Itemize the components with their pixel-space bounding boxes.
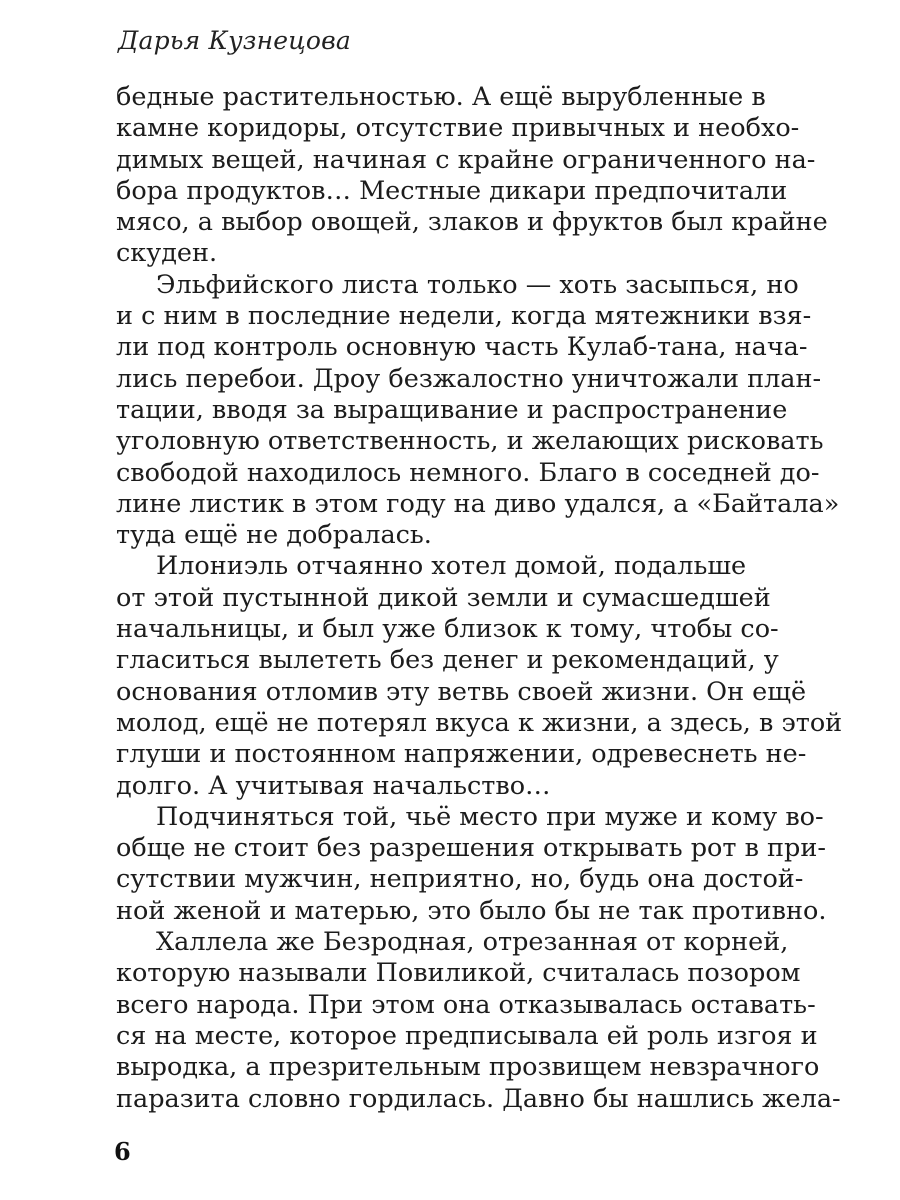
- text-line: Илониэль отчаянно хотел домой, подальше: [156, 551, 747, 582]
- text-line: от этой пустынной дикой земли и сумасшедшей: [116, 582, 771, 613]
- text-line: всего народа. При этом она отказывалась оставать-: [116, 989, 816, 1020]
- text-line: гласиться вылететь без денег и рекомендаций, у: [116, 645, 779, 676]
- body-text: [116, 82, 843, 1115]
- text-line: обще не стоит без разрешения открывать рот в при-: [116, 833, 826, 864]
- text-line: выродка, а презрительным прозвищем невзрачного: [116, 1052, 820, 1083]
- text-line: скуден.: [116, 238, 218, 269]
- text-line: долго. А учитывая начальство…: [116, 770, 551, 801]
- text-line: бора продуктов… Местные дикари предпочитали: [116, 175, 788, 206]
- text-line: которую называли Повиликой, считалась позором: [116, 958, 801, 989]
- text-line: Халлела же Безродная, отрезанная от корней,: [156, 927, 789, 958]
- text-line: ли под контроль основную часть Кулаб-тана, нача-: [116, 332, 808, 363]
- text-line: сутствии мужчин, неприятно, но, будь она достой-: [116, 864, 804, 895]
- text-line: Эльфийского листа только — хоть засыпься, но: [156, 269, 799, 300]
- text-line: паразита словно гордилась. Давно бы нашлись жела-: [116, 1083, 841, 1114]
- text-line: и с ним в последние недели, когда мятежники взя-: [116, 301, 812, 332]
- text-line: глуши и постоянном напряжении, одревеснеть не-: [116, 739, 807, 770]
- text-line: начальницы, и был уже близок к тому, чтобы со-: [116, 614, 779, 645]
- text-line: туда ещё не добралась.: [116, 520, 432, 551]
- page-number: 6: [114, 1137, 131, 1166]
- text-line: лине листик в этом году на диво удался, а «Байтала»: [116, 488, 840, 519]
- text-line: свободой находилось немного. Благо в соседней до-: [116, 457, 820, 488]
- text-line: лись перебои. Дроу безжалостно уничтожали план-: [116, 363, 822, 394]
- text-line: ся на месте, которое предписывала ей роль изгоя и: [116, 1020, 818, 1051]
- text-line: основания отломив эту ветвь своей жизни. Он ещё: [116, 676, 807, 707]
- text-line: мясо, а выбор овощей, злаков и фруктов был крайне: [116, 207, 828, 238]
- text-line: камне коридоры, отсутствие привычных и необхо-: [116, 113, 800, 144]
- text-line: уголовную ответственность, и желающих рисковать: [116, 426, 824, 457]
- text-line: бедные растительностью. А ещё вырубленные в: [116, 82, 766, 112]
- text-line: тации, вводя за выращивание и распространение: [116, 394, 788, 425]
- text-line: ной женой и матерью, это было бы не так противно.: [116, 895, 827, 926]
- running-header-author: Дарья Кузнецова: [118, 26, 352, 55]
- text-line: Подчиняться той, чьё место при муже и кому во-: [156, 801, 824, 832]
- text-line: димых вещей, начиная с крайне ограниченного на-: [116, 144, 816, 175]
- text-line: молод, ещё не потерял вкуса к жизни, а здесь, в этой: [116, 707, 843, 738]
